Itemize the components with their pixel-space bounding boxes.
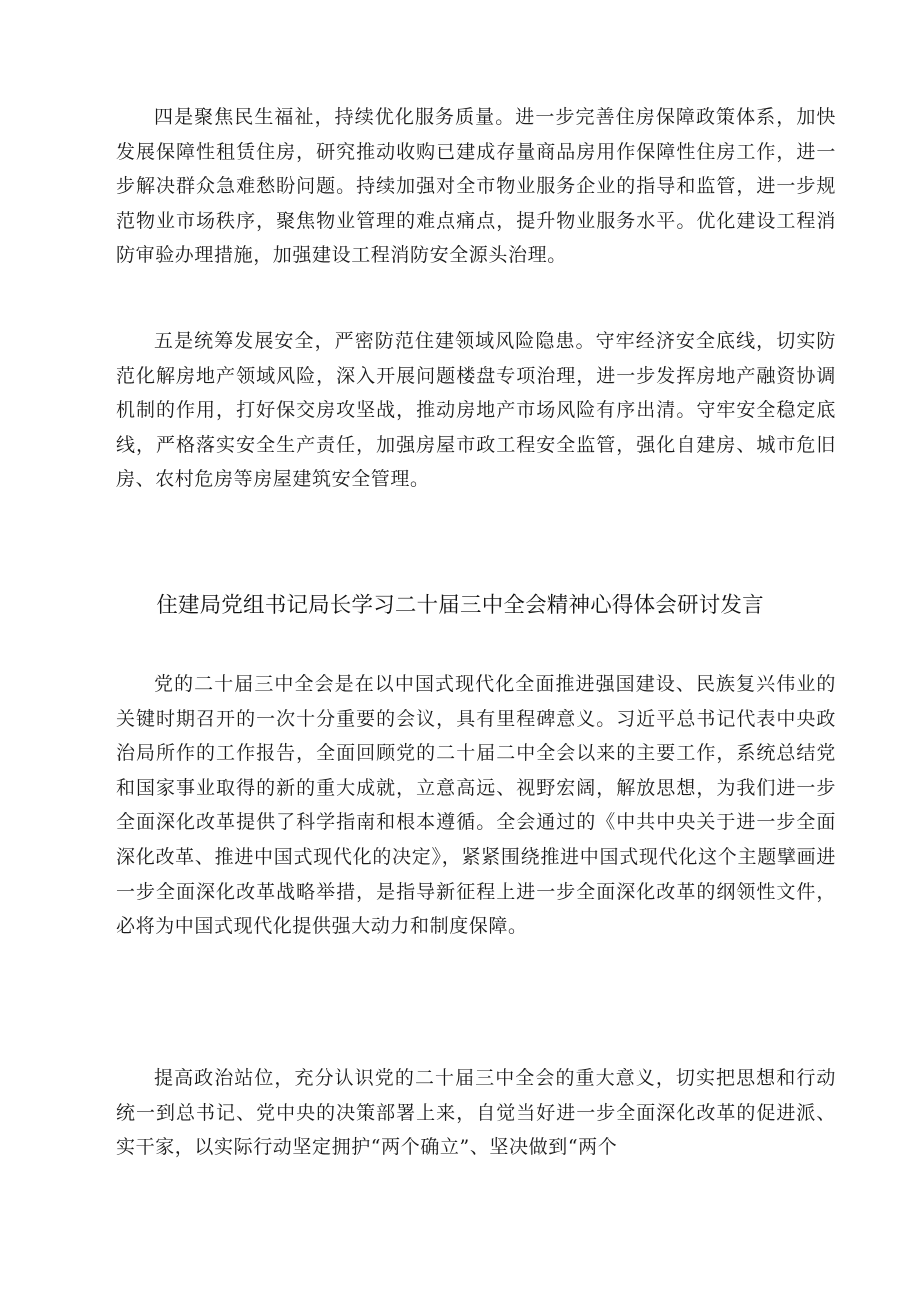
paragraph-development-security: 五是统筹发展安全，严密防范住建领域风险隐患。守牢经济安全底线，切实防范化解房地产领域风险，深入开展问题楼盘专项治理，进一步发挥房地产融资协调机制的作用，打好保交房攻坚战，推动房地产市场风险有序出清。守牢安全稳定底线，严格落实安全生产责任，加强房屋市政工程安全监管，强化自建房、城市危旧房、农村危房等房屋建筑安全管理。: [116, 330, 836, 491]
section-title: 住建局党组书记局长学习二十届三中全会精神心得体会研讨发言: [156, 593, 764, 618]
paragraph-political-stance: 提高政治站位，充分认识党的二十届三中全会的重大意义，切实把思想和行动统一到总书记、党中央的决策部署上来，自觉当好进一步全面深化改革的促进派、实干家，以实际行动坚定拥护“两个确立”、坚决做到“两个: [116, 1067, 836, 1159]
paragraph-people-livelihood: 四是聚焦民生福祉，持续优化服务质量。进一步完善住房保障政策体系，加快发展保障性租赁住房，研究推动收购已建成存量商品房用作保障性住房工作，进一步解决群众急难愁盼问题。持续加强对全市物业服务企业的指导和监管，进一步规范物业市场秩序，聚焦物业管理的难点痛点，提升物业服务水平。优化建设工程消防审验办理措施，加强建设工程消防安全源头治理。: [116, 106, 836, 267]
paragraph-plenary-significance: 党的二十届三中全会是在以中国式现代化全面推进强国建设、民族复兴伟业的关键时期召开的一次十分重要的会议，具有里程碑意义。习近平总书记代表中央政治局所作的工作报告，全面回顾党的二十届二中全会以来的主要工作，系统总结党和国家事业取得的新的重大成就，立意高远、视野宏阔，解放思想，为我们进一步全面深化改革提供了科学指南和根本遵循。全会通过的《中共中央关于进一步全面深化改革、推进中国式现代化的决定》，紧紧围绕推进中国式现代化这个主题擘画进一步全面深化改革战略举措，是指导新征程上进一步全面深化改革的纲领性文件，必将为中国式现代化提供强大动力和制度保障。: [116, 673, 836, 938]
